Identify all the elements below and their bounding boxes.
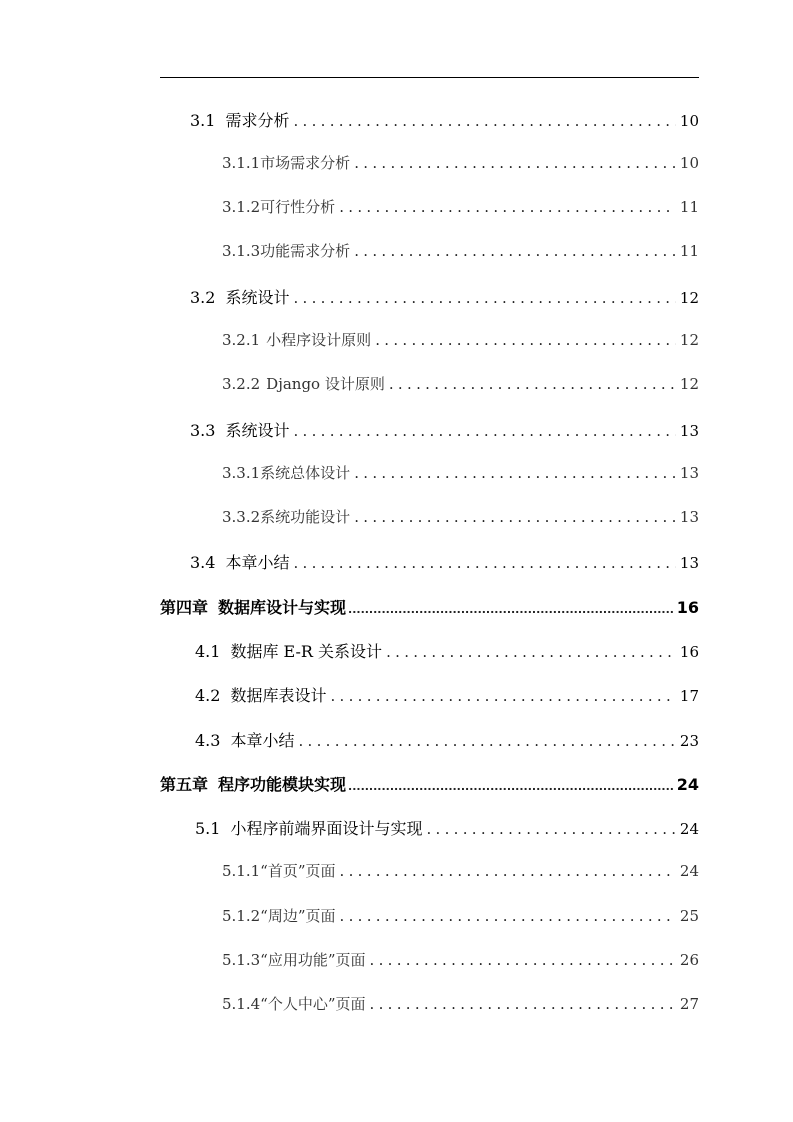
- toc-entry-4-1[interactable]: [195, 639, 699, 663]
- toc-leader: [293, 289, 675, 307]
- toc-title: 本章小结: [225, 553, 290, 572]
- toc-page-number: 26: [679, 951, 699, 969]
- toc-number: 3.4: [190, 553, 216, 572]
- toc-title: 系统功能设计: [260, 508, 351, 526]
- toc-chapter-title: 程序功能模块实现: [218, 775, 347, 794]
- toc-number: 5.1.3: [222, 951, 261, 969]
- toc-chapter-number: 第四章: [160, 598, 209, 617]
- toc-chapter-5[interactable]: [160, 772, 699, 796]
- toc-entry-5-1-2[interactable]: [222, 905, 699, 929]
- toc-leader: [339, 198, 676, 216]
- toc-entry-3-3-2[interactable]: [222, 506, 699, 530]
- toc-number: 5.1.1: [222, 862, 261, 880]
- toc-leader: [426, 820, 675, 838]
- toc-chapter-title: 数据库设计与实现: [218, 598, 347, 617]
- toc-page-number: 11: [679, 198, 699, 216]
- toc-page-number: 25: [679, 907, 699, 925]
- toc-number: 3.1.1: [222, 154, 261, 172]
- toc-leader: [386, 643, 676, 661]
- toc-leader: [340, 907, 676, 925]
- toc-leader: [370, 951, 676, 969]
- toc-leader: [293, 112, 675, 130]
- toc-page-number: 11: [679, 242, 699, 260]
- toc-entry-3-3[interactable]: [190, 418, 699, 442]
- toc-number: 4.3: [195, 731, 221, 750]
- toc-page-number: 24: [676, 775, 699, 794]
- toc-title: 小程序设计原则: [266, 331, 372, 349]
- toc-entry-3-2-1[interactable]: [222, 329, 699, 353]
- toc-page-number: 16: [676, 598, 699, 617]
- toc-page-number: 12: [679, 331, 699, 349]
- toc-page-number: 24: [679, 862, 699, 880]
- toc-page-number: 10: [679, 154, 699, 172]
- toc-page-number: 13: [679, 508, 699, 526]
- toc-title: 系统设计: [225, 288, 290, 307]
- toc-entry-3-3-1[interactable]: [222, 462, 699, 486]
- toc-page-number: 24: [679, 820, 699, 838]
- toc-chapter-4[interactable]: [160, 595, 699, 619]
- toc-number: 3.3.2: [222, 508, 261, 526]
- toc-title: 需求分析: [225, 111, 290, 130]
- toc-title: Django 设计原则: [266, 375, 385, 393]
- toc-page-number: 17: [679, 687, 699, 705]
- toc-leader: [293, 422, 675, 440]
- toc-leader: [354, 154, 676, 172]
- toc-title: 系统总体设计: [260, 464, 351, 482]
- toc-page-number: 10: [679, 112, 699, 130]
- toc-leader: [348, 780, 675, 793]
- toc-title: “个人中心”页面: [260, 995, 366, 1013]
- toc-page-number: 12: [679, 289, 699, 307]
- toc-entry-3-1-1[interactable]: [222, 152, 699, 176]
- toc-leader: [348, 603, 675, 616]
- toc-number: 3.2: [190, 288, 216, 307]
- toc-number: 5.1: [195, 819, 221, 838]
- toc-chapter-number: 第五章: [160, 775, 209, 794]
- toc-page-number: 27: [679, 995, 699, 1013]
- toc-number: 3.2.1: [222, 331, 261, 349]
- toc-number: 3.1: [190, 111, 216, 130]
- toc-number: 3.1.2: [222, 198, 261, 216]
- toc-title: 功能需求分析: [260, 242, 351, 260]
- toc-entry-4-2[interactable]: [195, 683, 699, 707]
- toc-entry-3-2[interactable]: [190, 285, 699, 309]
- toc-entry-5-1[interactable]: [195, 816, 699, 840]
- toc-number: 4.2: [195, 686, 221, 705]
- toc-number: 3.3: [190, 421, 216, 440]
- toc-title: “首页”页面: [260, 862, 336, 880]
- toc-leader: [298, 732, 675, 750]
- toc-entry-4-3[interactable]: [195, 728, 699, 752]
- toc-leader: [330, 687, 675, 705]
- toc-entry-5-1-4[interactable]: [222, 993, 699, 1017]
- toc-title: 本章小结: [230, 731, 295, 750]
- toc-page-number: 13: [679, 422, 699, 440]
- toc-page-number: 12: [679, 375, 699, 393]
- toc-leader: [354, 242, 676, 260]
- toc-title: 系统设计: [225, 421, 290, 440]
- toc-entry-5-1-3[interactable]: [222, 949, 699, 973]
- toc-entry-5-1-1[interactable]: [222, 860, 699, 884]
- toc-leader: [354, 508, 676, 526]
- toc-leader: [354, 464, 676, 482]
- toc-number: 3.2.2: [222, 375, 261, 393]
- toc-page-number: 13: [679, 464, 699, 482]
- toc-title: 数据库 E-R 关系设计: [230, 642, 383, 661]
- toc-number: 5.1.4: [222, 995, 261, 1013]
- toc-leader: [389, 375, 676, 393]
- toc-leader: [375, 331, 676, 349]
- toc-page-number: 13: [679, 554, 699, 572]
- toc-title: 可行性分析: [260, 198, 336, 216]
- toc-entry-3-1-2[interactable]: [222, 196, 699, 220]
- toc-entry-3-1[interactable]: [190, 108, 699, 132]
- toc-page-number: 23: [679, 732, 699, 750]
- toc-title: 市场需求分析: [260, 154, 351, 172]
- toc-title: “应用功能”页面: [260, 951, 366, 969]
- toc-entry-3-2-2[interactable]: [222, 373, 699, 397]
- toc-entry-3-1-3[interactable]: [222, 240, 699, 264]
- toc-number: 4.1: [195, 642, 221, 661]
- toc-number: 5.1.2: [222, 907, 261, 925]
- toc-number: 3.1.3: [222, 242, 261, 260]
- toc-title: 数据库表设计: [230, 686, 327, 705]
- toc-leader: [340, 862, 676, 880]
- toc-leader: [370, 995, 676, 1013]
- toc-title: “周边”页面: [260, 907, 336, 925]
- toc-page-number: 16: [679, 643, 699, 661]
- toc-entry-3-4[interactable]: [190, 550, 699, 574]
- toc-title: 小程序前端界面设计与实现: [230, 819, 423, 838]
- toc-leader: [293, 554, 675, 572]
- toc-number: 3.3.1: [222, 464, 261, 482]
